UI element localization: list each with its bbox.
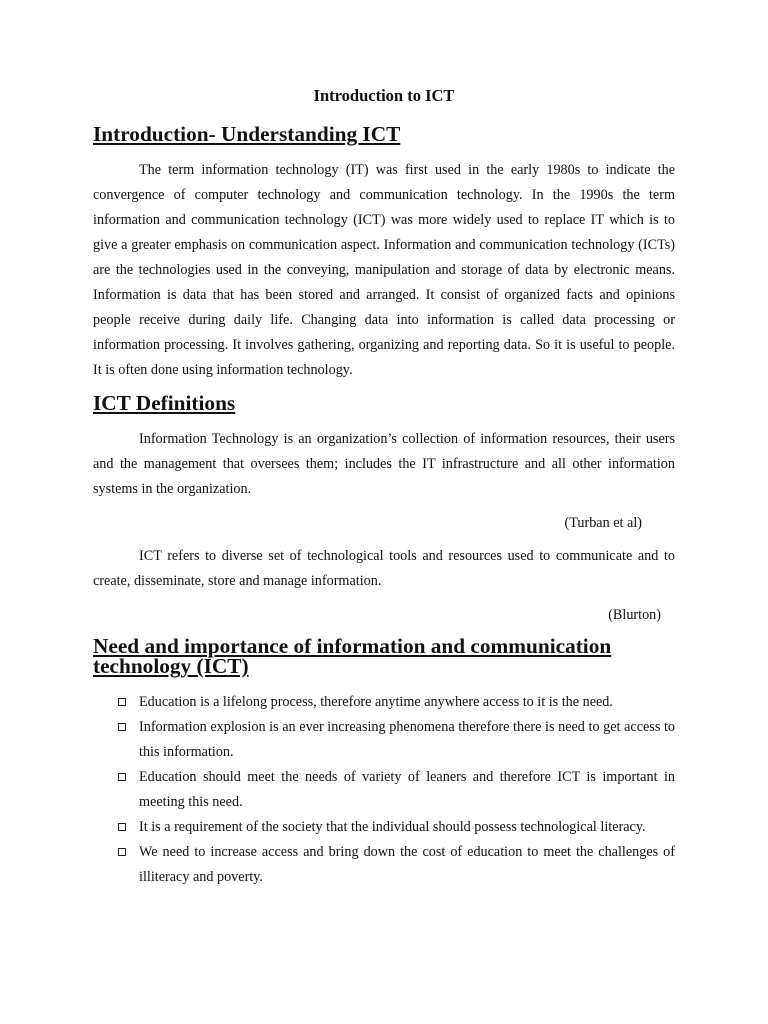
square-bullet-icon bbox=[118, 773, 126, 781]
square-bullet-icon bbox=[118, 723, 126, 731]
list-item-text: Education is a lifelong process, therefore anytime anywhere access to it is the need. bbox=[139, 694, 613, 710]
section-heading-definitions: ICT Definitions bbox=[93, 391, 236, 415]
list-item bbox=[93, 815, 675, 840]
definition-paragraph-ict: ICT refers to diverse set of technological tools and resources used to communicate and to create, disseminate, store and manage information. bbox=[93, 548, 675, 589]
section-heading-introduction: Introduction- Understanding ICT bbox=[93, 122, 401, 146]
list-item-text: It is a requirement of the society that the individual should possess technological literacy. bbox=[139, 819, 646, 835]
document-title: Introduction to ICT bbox=[313, 86, 455, 105]
list-item-text: We need to increase access and bring down the cost of education to meet the challenges of illiteracy and poverty. bbox=[139, 844, 675, 885]
definition-paragraph-it: Information Technology is an organization’s collection of information resources, their users and the management that oversees them; includes the IT infrastructure and all other information systems in the organization. bbox=[93, 431, 675, 497]
list-item bbox=[93, 765, 675, 815]
document-page bbox=[93, 86, 675, 890]
list-item bbox=[93, 840, 675, 890]
list-item-text: Information explosion is an ever increasing phenomena therefore there is need to get access to this information. bbox=[139, 719, 675, 760]
citation-turban: (Turban et al) bbox=[564, 515, 642, 531]
section-heading-need-importance: Need and importance of information and communication technology (ICT) bbox=[93, 634, 612, 678]
list-item bbox=[93, 690, 675, 715]
square-bullet-icon bbox=[118, 848, 126, 856]
square-bullet-icon bbox=[118, 823, 126, 831]
square-bullet-icon bbox=[118, 698, 126, 706]
list-item-text: Education should meet the needs of variety of leaners and therefore ICT is important in meeting this need. bbox=[139, 769, 675, 810]
intro-paragraph: The term information technology (IT) was first used in the early 1980s to indicate the convergence of computer technology and communication technology. In the 1990s the term information and communication technology (ICT) was more widely used to replace IT which is to give a greater emphasis on communication aspect. Information and communication technology (ICTs) are the technologies used in the conveying, manipulation and storage of data by electronic means. Information is data that has been stored and arranged. It consist of organized facts and opinions people receive during daily life. Changing data into information is called data processing or information processing. It involves gathering, organizing and reporting data. So it is useful to people. It is often done using information technology. bbox=[93, 162, 675, 378]
importance-bullet-list bbox=[93, 690, 675, 890]
list-item bbox=[93, 715, 675, 765]
citation-blurton: (Blurton) bbox=[608, 607, 661, 623]
